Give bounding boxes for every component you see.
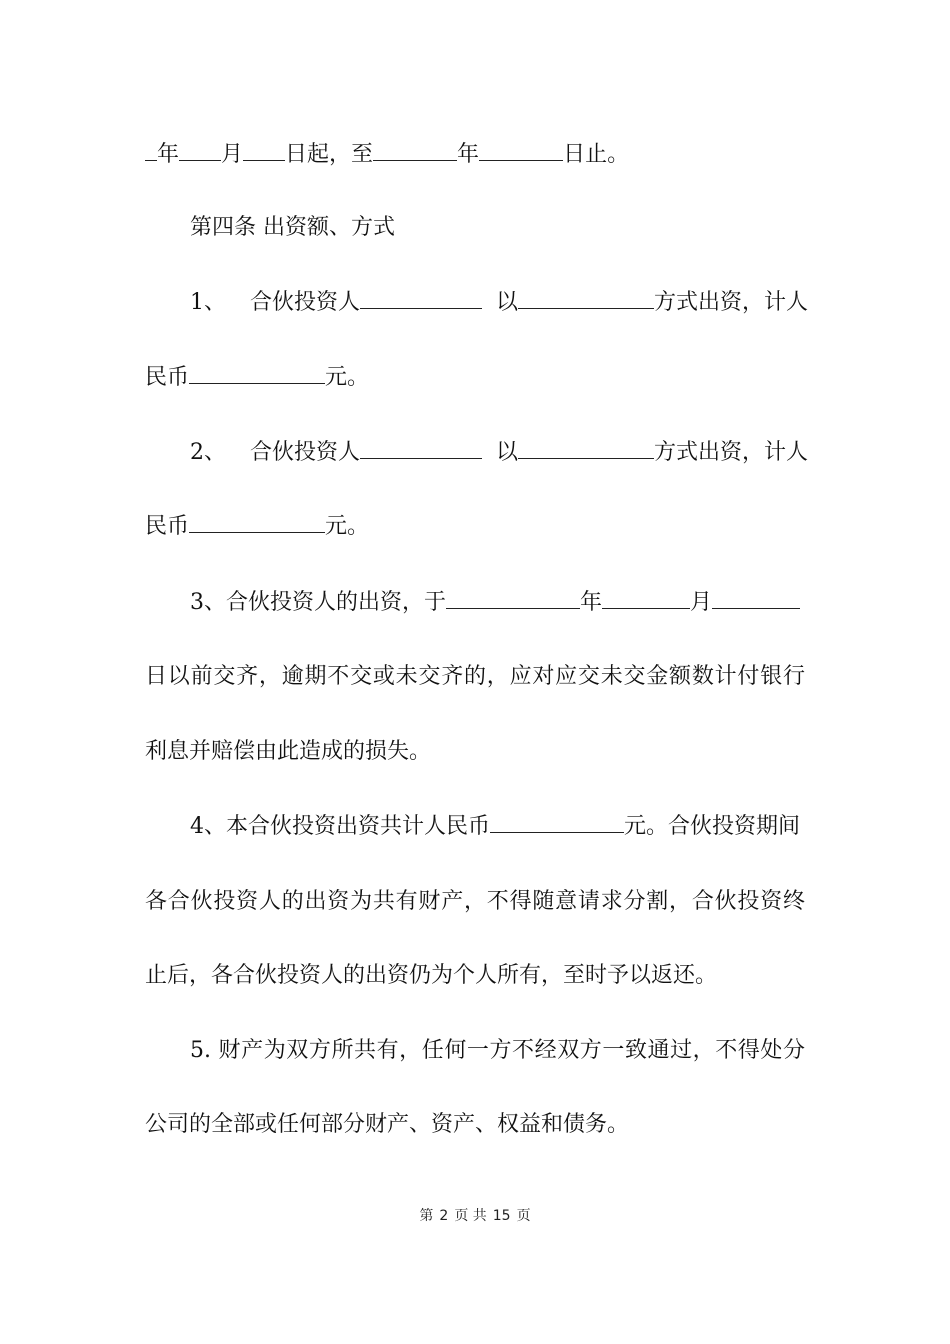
blank-field [518, 438, 654, 459]
item-2-line-2 [145, 512, 805, 542]
text-segment: 4、本合伙投资出资共计人民币 [190, 814, 490, 839]
text-segment: 元。 [325, 365, 370, 390]
footer-text: 页 共 [454, 1208, 487, 1224]
blank-field [373, 140, 457, 161]
text-segment: 以 [496, 290, 519, 315]
text-segment: 方式出资，计人 [654, 440, 809, 465]
item-3-line-2: 日以前交齐，逾期不交或未交齐的，应对应交未交金额数计付银行 [145, 664, 805, 689]
item-5-line-2: 公司的全部或任何部分财产、资产、权益和债务。 [145, 1112, 630, 1137]
page-number: 2 [439, 1208, 449, 1224]
text-segment: 3、合伙投资人的出资，于 [190, 590, 446, 615]
blank-field [243, 140, 285, 161]
text-segment: 月 [221, 142, 244, 167]
blank-field [479, 140, 563, 161]
page-footer [0, 1207, 950, 1225]
text-segment: 方式出资，计人 [654, 290, 809, 315]
date-range-line [145, 140, 805, 170]
footer-text: 第 [419, 1208, 434, 1224]
blank-field [179, 140, 221, 161]
text-segment: 日止。 [563, 142, 630, 167]
blank-field [360, 438, 482, 459]
text-segment: 年 [157, 142, 180, 167]
item-4-line-1 [190, 812, 805, 842]
item-3-line-3: 利息并赔偿由此造成的损失。 [145, 739, 432, 764]
blank-field [446, 588, 580, 609]
blank-field [189, 363, 325, 384]
item-2-line-1 [190, 438, 809, 468]
item-4-line-3: 止后，各合伙投资人的出资仍为个人所有，至时予以返还。 [145, 963, 718, 988]
text-segment: 以 [496, 440, 519, 465]
text-segment: 民币 [145, 514, 190, 539]
text-segment: 合伙投资人 [250, 290, 361, 315]
footer-text: 页 [516, 1208, 531, 1224]
text-segment: 元。 [325, 514, 370, 539]
item-3-line-1 [190, 588, 805, 618]
blank-field [189, 512, 325, 533]
text-segment: 民币 [145, 365, 190, 390]
text-segment: 元。合伙投资期间 [624, 814, 801, 839]
text-segment: 年 [580, 590, 603, 615]
section-title: 第四条 出资额、方式 [190, 215, 395, 240]
blank-field [360, 288, 482, 309]
text-segment: 日起，至 [285, 142, 374, 167]
blank-field [490, 812, 624, 833]
item-number: 1、 [190, 290, 226, 315]
item-5-line-1: 5. 财产为双方所共有，任何一方不经双方一致通过，不得处分 [190, 1038, 805, 1063]
item-number: 2、 [190, 440, 226, 465]
item-4-line-2: 各合伙投资人的出资为共有财产，不得随意请求分割，合伙投资终 [145, 889, 805, 914]
blank-field [602, 588, 690, 609]
text-segment: 月 [690, 590, 713, 615]
blank-field [712, 588, 800, 609]
item-1-line-1 [190, 288, 809, 318]
page-total: 15 [492, 1208, 511, 1224]
blank-field [518, 288, 654, 309]
text-segment: 年 [457, 142, 480, 167]
blank-field [145, 140, 157, 161]
text-segment: 合伙投资人 [250, 440, 361, 465]
item-1-line-2 [145, 363, 805, 393]
